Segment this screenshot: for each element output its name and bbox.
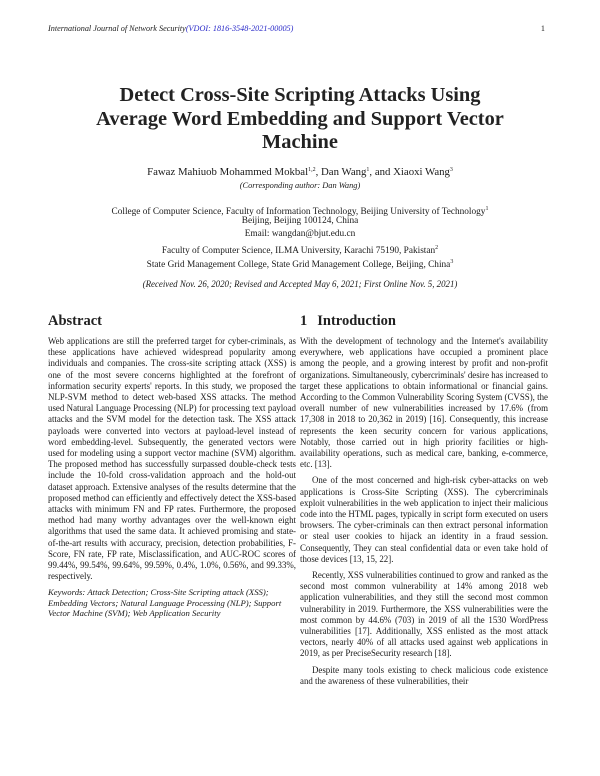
affiliation — [30, 242, 570, 257]
abstract-column — [48, 336, 296, 619]
affiliation-email[interactable]: Email: wangdan@bjut.edu.cn — [244, 229, 356, 239]
author-affil-mark: 3 — [449, 167, 453, 173]
author-name: Dan Wang — [321, 166, 367, 178]
abstract-heading: Abstract — [48, 313, 102, 329]
keywords-label: Keywords: — [48, 587, 86, 598]
section-number: 1 — [300, 313, 308, 329]
affiliation-mark: 2 — [435, 245, 439, 251]
running-header — [48, 24, 545, 38]
author-name: Fawaz Mahiuob Mohammed Mokbal — [147, 166, 309, 178]
affiliation-text: College of Computer Science, Faculty of Information Technology, Beijing University of Technology — [111, 207, 486, 217]
affiliation-city: Beijing, Beijing 100124, China — [241, 216, 359, 226]
paragraph: With the development of technology and the Internet's availability everywhere, web applications have occupied a prominent place among the people, and a growing interest by profit and non-profit organizations. Simultaneously, cybercriminals' desire has increased to target these applications to obtain informational or financial gains. According to the Common Vulnerability Scoring System (CVSS), the overall number of new vulnerabilities increased by 17.6% (from 17,308 in 2018 to 20,362 in 2019) [16]. Consequently, this increase represents the keen security concern for various applications, Notably, those carried out in high priority facilities or high-availability operations, such as medical care, banking, e-commerce, etc. [13]. — [300, 336, 548, 470]
title-line: Machine — [262, 131, 338, 153]
affiliation-mark: 3 — [450, 259, 454, 265]
author-affil-mark: 1 — [366, 167, 370, 173]
paragraph: One of the most concerned and high-risk cyber-attacks on web applications is Cross-Site Scripting (XSS). The cybercriminals exploit vulnerabilities in the web application to inject their malicious code into the HTML pages, typically in script form executed on users browsers. The cyber-criminals can then extract personal information or steal user cookies to hijack an identity in a fraud session. Consequently, They can steal confidential data or even take hold of those devices [13, 15, 22]. — [300, 475, 548, 564]
introduction-heading — [300, 313, 396, 330]
author-separator: , and — [369, 166, 394, 178]
doi-link[interactable]: (VDOI: 1816-3548-2021-00005) — [185, 24, 294, 33]
affiliation-text: State Grid Management College, State Grid Management College, Beijing, China — [146, 260, 451, 270]
author-name: Xiaoxi Wang — [393, 166, 450, 178]
affiliation-mark: 1 — [485, 206, 489, 212]
keywords — [48, 587, 296, 619]
title-line: Average Word Embedding and Support Vector — [96, 107, 504, 130]
section-title: Introduction — [317, 313, 396, 329]
abstract-text: Web applications are still the preferred target for cyber-criminals, as these applications have achieved widespread popularity among individuals and companies. The cross-site scripting attack (XSS) is one of the most severe concerns highlighted at the forefront of information security experts' reports. In this study, we proposed the NLP-SVM method to detect web-based XSS attacks. The method used Natural Language Processing (NLP) for processing text payload attacks and the SVM model for the detection task. The XSS attack payloads were converted into vectors at payload-level instead of word embedding-level. Subsequently, the generated vectors were used for modeling using a support vector machine (SVM) algorithm. The proposed method has successfully surpassed double-check tests include the 10-fold cross-validation approach and the hold-out dataset approach. Extensive analyses of the results determine that the proposed method can efficiently and effectively detect the XSS-based attacks with minimum FN and FP rates. Furthermore, the proposed method had many worthy advantages over the well-known eight algorithms that used the same data. It achieved promising and state-of-the-art results with accuracy, precision, detection probabilities, F-Score, FN rate, FP rate, Misclassification, and AUC-ROC scores of 99.44%, 99.54%, 99.64%, 99.59%, 0.4%, 1.0%, 0.56%, and 99.33%, respectively. — [48, 336, 296, 582]
author-affil-mark: 1,2 — [308, 167, 316, 173]
author-list — [40, 166, 560, 178]
paragraph: Despite many tools existing to check malicious code existence and the awareness of these vulnerabilities, their — [300, 664, 548, 686]
introduction-column — [300, 336, 548, 692]
received-dates: (Received Nov. 26, 2020; Revised and Accepted May 6, 2021; First Online Nov. 5, 2021) — [142, 279, 458, 289]
journal-name: International Journal of Network Security — [48, 24, 186, 33]
corresponding-author: (Corresponding author: Dan Wang) — [239, 181, 361, 190]
affiliation-text: Faculty of Computer Science, ILMA University, Karachi 75190, Pakistan — [161, 246, 436, 256]
paragraph: Recently, XSS vulnerabilities continued to grow and ranked as the second most common vulnerability at 14% among 2018 web application vulnerabilities, and they still the second most common vulnerability in 2019. Furthermore, the XSS vulnerabilities were the most common by 44.6% (703) in 2019 of all the 1530 WordPress vulnerabilities [17]. Additionally, XSS enlisted as the most attack vectors, nearly 40% of all attacks used against web applications in 2019, as per PreciseSecurity research [18]. — [300, 570, 548, 659]
paper-title — [40, 84, 560, 155]
author-separator: , — [315, 166, 321, 178]
page-number: 1 — [540, 24, 545, 33]
keywords-text: Attack Detection; Cross-Site Scripting attack (XSS); Embedding Vectors; Natural Language Processing (NLP); Support Vector Machine (SVM); Web Application Security — [48, 587, 282, 619]
title-line: Detect Cross-Site Scripting Attacks Using — [119, 84, 481, 106]
affiliation — [30, 256, 570, 271]
